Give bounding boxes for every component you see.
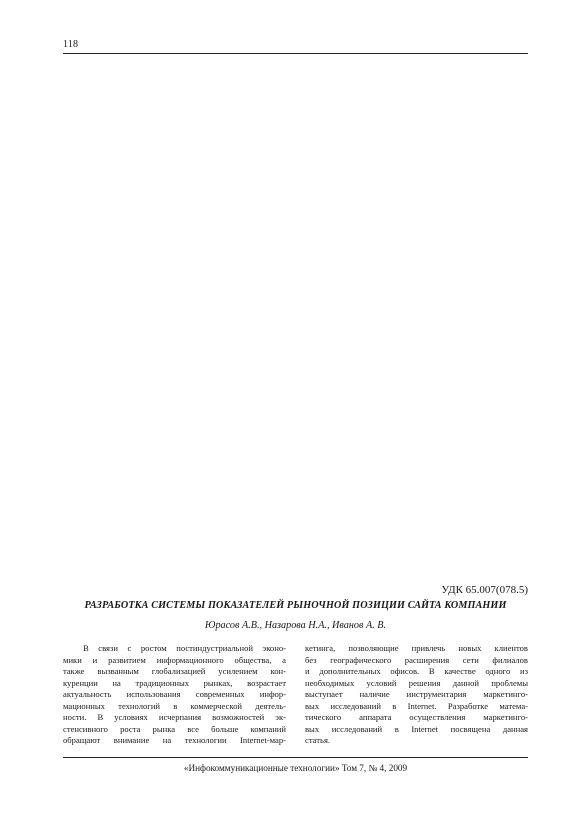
abstract-line: мационных технологий в коммерческой деятель-: [63, 700, 286, 711]
abstract-line: ности. В условиях исчерпания возможностей эк-: [63, 712, 286, 723]
abstract-line: мики и развитием информационного общества, а: [63, 654, 286, 665]
article-authors: Юрасов А.В., Назарова Н.А., Иванов А. В.: [204, 620, 387, 631]
page-number: 118: [63, 39, 79, 50]
abstract-left-column: [63, 643, 286, 747]
abstract-line: статья.: [305, 735, 331, 746]
abstract-right-column: [305, 643, 528, 747]
abstract-line: выступает наличие инструментария маркетинго-: [305, 689, 528, 700]
abstract-line: вых исследований в Internet посвящена данная: [305, 723, 528, 734]
abstract-line: актуальность использования современных инфор-: [63, 689, 286, 700]
abstract-line: стенсивного роста рынка все больше компаний: [63, 723, 286, 734]
abstract-line: и дополнительных офисов. В качестве одного из: [305, 666, 528, 677]
article-title: РАЗРАБОТКА СИСТЕМЫ ПОКАЗАТЕЛЕЙ РЫНОЧНОЙ ПОЗИЦИИ САЙТА КОМПАНИИ: [84, 600, 507, 611]
abstract-line: тического аппарата осуществления маркетинго-: [305, 712, 528, 723]
abstract-line: В связи с ростом постиндустриальной эконо-: [83, 643, 286, 653]
abstract-line: кетинга, позволяющие привлечь новых клиентов: [305, 643, 528, 653]
abstract-line: вых исследований в Internet. Разработке матема-: [305, 700, 528, 711]
journal-footer: «Инфокоммуникационные технологии» Том 7, № 4, 2009: [183, 763, 408, 773]
footer-rule: [63, 757, 528, 758]
abstract-line: также вызванным глобализацией усилением кон-: [63, 666, 286, 677]
udc-code: УДК 65.007(078.5): [441, 584, 528, 596]
abstract-line: обращают внимание на технологии Internet-мар-: [63, 735, 286, 746]
abstract-line: куренции на традиционных рынках, возрастает: [63, 677, 286, 688]
header-rule: [63, 53, 528, 54]
abstract-line: необходимых условий решения данной проблемы: [305, 677, 528, 688]
abstract-line: без географического расширения сети филиалов: [305, 654, 528, 665]
